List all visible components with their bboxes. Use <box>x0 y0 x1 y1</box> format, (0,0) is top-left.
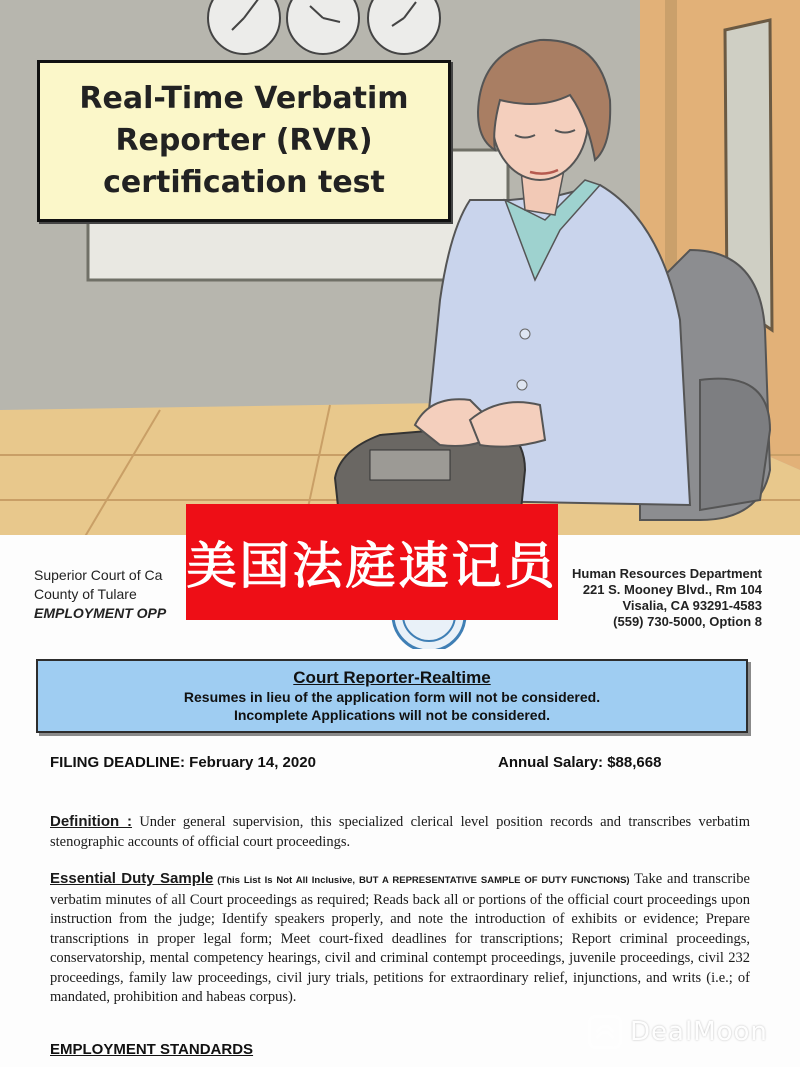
annual-salary: Annual Salary: $88,668 <box>498 754 662 771</box>
county-seal-icon <box>390 615 468 649</box>
essential-duty-label: Essential Duty Sample <box>50 870 214 887</box>
incomplete-note: Incomplete Applications will not be considered. <box>233 707 551 723</box>
employment-heading: EMPLOYMENT OPP <box>34 605 167 621</box>
position-title: Court Reporter-Realtime <box>293 668 491 687</box>
hr-address: 221 S. Mooney Blvd., Rm 104 <box>582 582 762 597</box>
essential-duty-note: (This List Is Not All Inclusive, BUT A REPRESENTATIVE SAMPLE OF DUTY FUNCTIONS) <box>213 875 630 886</box>
county-name: County of Tulare <box>34 586 137 602</box>
employment-standards-heading: EMPLOYMENT STANDARDS <box>50 1041 254 1058</box>
hr-city: Visalia, CA 93291-4583 <box>622 598 762 613</box>
headline-text: Real-Time Verbatim Reporter (RVR) certification test <box>79 81 409 200</box>
court-header <box>34 566 166 623</box>
definition-label: Definition : <box>50 813 133 830</box>
filing-row <box>50 754 750 771</box>
headline-box <box>37 60 451 222</box>
hr-phone: (559) 730-5000, Option 8 <box>613 614 762 629</box>
essential-duty-paragraph <box>50 869 750 1008</box>
definition-paragraph <box>50 812 750 852</box>
court-name: Superior Court of Ca <box>34 567 163 583</box>
hr-department-name: Human Resources Department <box>572 566 762 581</box>
wall-clocks <box>208 0 440 54</box>
dealmoon-logo-icon <box>588 1015 622 1049</box>
red-title-banner <box>186 504 558 620</box>
dealmoon-watermark <box>588 1015 768 1049</box>
filing-deadline: FILING DEADLINE: February 14, 2020 <box>50 754 316 771</box>
definition-text: Under general supervision, this specialized clerical level position records and transcribes verbatim stenographic accounts of official court proceedings. <box>50 814 750 850</box>
watermark-text: DealMoon <box>630 1017 768 1047</box>
resume-note: Resumes in lieu of the application form will not be considered. <box>183 689 601 705</box>
position-box <box>36 659 748 733</box>
essential-duty-text: Take and transcribe verbatim minutes of all Court proceedings as required; Reads back all or portions of the official court proceedings upon instruction from the judge; Identify speakers properly, and note the introduction of exhibits or evidence; Prepare transcriptions in proper legal form; Meet court-fixed deadlines for transcriptions; Report criminal proceedings, conservatorship, mental competency hearings, civil and criminal contempt proceedings, juvenile proceedings, civil 232 proceedings, family law proceedings, civil jury trials, petitions for extraordinary relief, injunctions, and writs (i.e.; of mandated, prohibition and habeas corpus). <box>50 871 750 1005</box>
banner-text: 美国法庭速记员 <box>186 537 558 595</box>
hr-department-header <box>572 566 762 630</box>
